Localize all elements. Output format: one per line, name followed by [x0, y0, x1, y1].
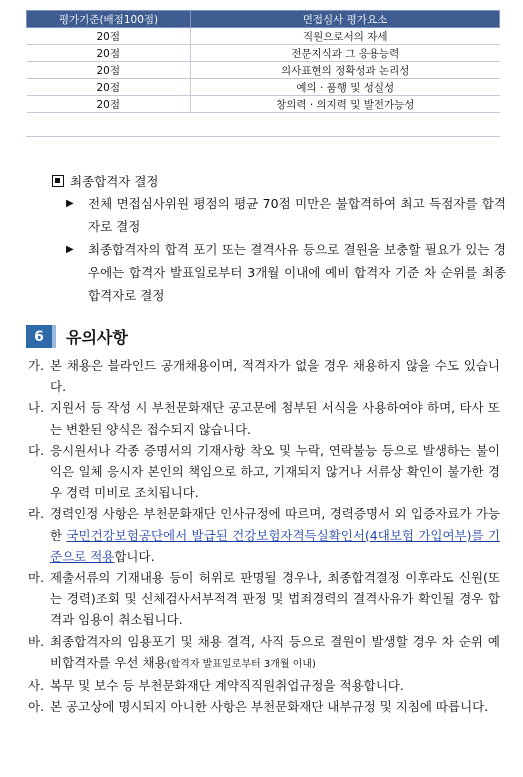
note-item-ma [28, 567, 500, 631]
score-cell: 20점 [27, 79, 191, 96]
note-marker: 나. [28, 400, 45, 416]
final-selection-title: 최종합격자 결정 [70, 174, 159, 189]
score-cell: 20점 [27, 62, 191, 79]
note-small-text: (합격자 발표일로부터 3개월 이내) [166, 658, 316, 670]
note-text: 복무 및 보수 등 부천문화재단 계약직직원취업규정을 적용합니다. [50, 678, 404, 694]
element-cell: 예의 · 품행 및 성실성 [191, 79, 500, 96]
notes-list [28, 355, 500, 717]
column-header-criteria: 평가기준(배점100점) [27, 11, 191, 28]
note-text [50, 631, 500, 675]
score-cell: 20점 [27, 45, 191, 62]
note-marker: 라. [28, 506, 45, 522]
note-marker: 바. [28, 633, 45, 649]
section-heading [26, 325, 128, 348]
note-item-na [28, 397, 500, 439]
note-marker: 아. [28, 699, 45, 715]
note-text: 본 공고상에 명시되지 아니한 사항은 부천문화재단 내부규정 및 지침에 따릅니다. [50, 699, 489, 715]
evaluation-table [26, 10, 500, 113]
table-row [27, 28, 500, 45]
list-item [66, 192, 506, 238]
section-number-badge: 6 [26, 325, 56, 348]
final-selection-list [66, 192, 506, 307]
table-row [27, 45, 500, 62]
note-text-main: 최종합격자의 임용포기 및 채용 결격, 사직 등으로 결원이 발생할 경우 차 순위 예비합격자를 우선 채용 [50, 633, 500, 670]
table-bottom-divider [26, 136, 500, 137]
note-text: 지원서 등 작성 시 부천문화재단 공고문에 첨부된 서식을 사용하여야 하며, 타사 또는 변환된 양식은 접수되지 않습니다. [50, 400, 500, 437]
element-cell: 의사표현의 정확성과 논리성 [191, 62, 500, 79]
note-marker: 사. [28, 678, 45, 694]
table-row [27, 96, 500, 113]
note-text: 응시원서나 각종 증명서의 기재사항 착오 및 누락, 연락불능 등으로 발생하는 불이익은 일체 응시자 본인의 책임으로 하고, 기재되지 않거나 서류상 확인이 불가한 경우 경력 미비로 조치됩니다. [50, 442, 500, 501]
note-item-ga [28, 355, 500, 397]
element-cell: 전문지식과 그 응용능력 [191, 45, 500, 62]
note-text: 제출서류의 기재내용 등이 허위로 판명될 경우나, 최종합격결정 이후라도 신원(또는 경력)조회 및 신체검사서부적격 판정 및 법죄경력의 결격사유가 확인될 경우 합격과 임용이 취소됩니다. [50, 570, 500, 628]
note-text [50, 503, 500, 567]
list-item-text: 최종합격자의 합격 포기 또는 결격사유 등으로 결원을 보충할 필요가 있는 경우에는 합격자 발표일로부터 3개월 이내에 예비 합격자 기준 차 순위를 최종합격자로 결정 [88, 242, 506, 303]
note-text-after: 합니다. [114, 548, 155, 564]
score-cell: 20점 [27, 96, 191, 113]
note-marker: 다. [28, 442, 45, 458]
element-cell: 직원으로서의 자세 [191, 28, 500, 45]
triangle-bullet-icon: ▶ [66, 198, 74, 209]
final-selection-heading [52, 172, 159, 190]
score-cell: 20점 [27, 28, 191, 45]
table-row [27, 79, 500, 96]
note-item-da [28, 440, 500, 504]
column-header-elements: 면접심사 평가요소 [191, 11, 500, 28]
note-marker: 가. [28, 358, 45, 373]
insurance-certificate-highlight: 국민건강보험공단에서 발급된 건강보험자격득실확인서(4대보험 가입여부)를 기준으로 적용 [50, 527, 500, 564]
table-header-row [27, 11, 500, 28]
note-text: 본 채용은 블라인드 공개채용이며, 적격자가 없을 경우 채용하지 않을 수도 있습니다. [50, 358, 500, 395]
triangle-bullet-icon: ▶ [66, 244, 74, 255]
note-item-ra [28, 503, 500, 567]
section-title: 유의사항 [66, 328, 128, 347]
element-cell: 창의력 · 의지력 및 발전가능성 [191, 96, 500, 113]
note-item-sa [28, 675, 500, 696]
list-item [66, 238, 506, 307]
note-marker: 마. [28, 570, 45, 586]
note-item-ba [28, 631, 500, 675]
checkbox-bullet-icon [52, 175, 64, 187]
note-item-a [28, 696, 500, 717]
list-item-text: 전체 면접심사위원 평점의 평균 70점 미만은 불합격하여 최고 득점자를 합격자로 결정 [88, 196, 506, 234]
note-text-before: 경력인정 사항은 부천문화재단 인사규정에 따르며, 경력증명서 외 입증자료가 가능한 [50, 506, 500, 543]
table-row [27, 62, 500, 79]
